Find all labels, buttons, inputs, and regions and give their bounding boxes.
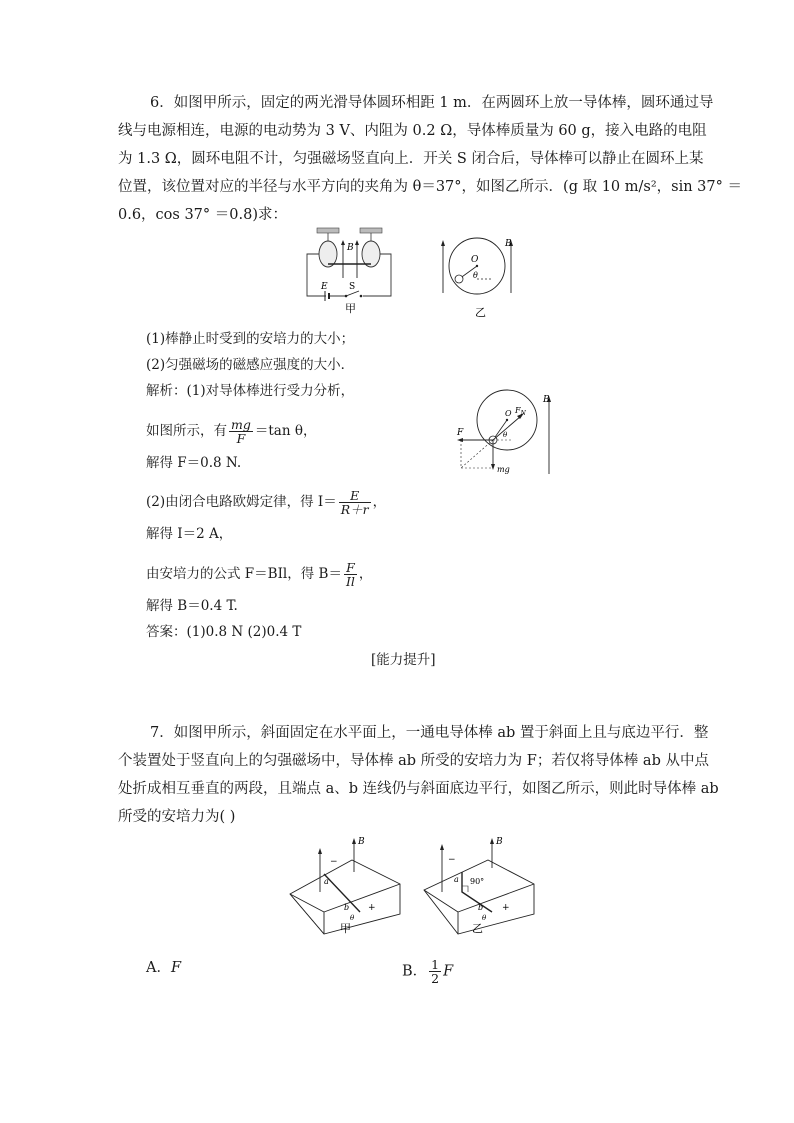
q7-yi-label-theta: θ: [482, 914, 487, 922]
q6-solution-line-4-text: (2)由闭合电路欧姆定律，得 I＝: [146, 494, 337, 510]
q7-jia-label-a: a: [324, 877, 329, 886]
q6-force-label-B: B: [543, 395, 550, 405]
q7-option-A-label: A．: [146, 960, 171, 976]
q7-jia-label-minus: −: [330, 857, 338, 867]
q6-force-label-F: F: [457, 428, 464, 438]
q6-solution-line-5: 解得 I＝2 A，: [146, 526, 233, 542]
q7-yi-label-a: a: [454, 875, 459, 884]
fraction-numerator: 1: [431, 957, 440, 972]
q6-solution-line-7: 解得 B＝0.4 T.: [146, 598, 238, 614]
q6-force-label-mg: mg: [497, 465, 510, 474]
q6-line-2: 线与电源相连，电源的电动势为 3 V、内阻为 0.2 Ω，导体棒质量为 60 g，接入电路的电阻: [118, 123, 707, 139]
q7-line-3: 处折成相互垂直的两段，且端点 a、b 连线仍与斜面底边平行，如图乙所示，则此时导体棒 ab: [118, 781, 719, 797]
q6-solution-line-6-text: 由安培力的公式 F＝BIl，得 B＝: [146, 566, 342, 582]
q6-force-label-FN-subscript: N: [520, 410, 526, 417]
q6-line-3: 为 1.3 Ω，圆环电阻不计，匀强磁场竖直向上．开关 S 闭合后，导体棒可以静止在圆环上某: [118, 151, 704, 167]
q7-jia-label-plus: +: [368, 903, 376, 913]
q7-jia-label-B: B: [358, 837, 365, 847]
q7-option-A: [146, 958, 181, 978]
q6-yi-label-theta: θ: [473, 271, 478, 280]
q6-force-diagram: [453, 388, 563, 478]
q7-yi-label-minus: −: [448, 855, 456, 865]
fraction-numerator: F: [344, 561, 357, 575]
q6-jia-label-B: B: [347, 243, 354, 253]
fraction-denominator: R＋r: [340, 502, 369, 517]
fraction-numerator: E: [339, 489, 371, 503]
q6-solution-line-6-tail: ，: [358, 566, 373, 582]
q6-solution-line-1: 解析：(1)对导体棒进行受力分析，: [146, 383, 355, 399]
q6-force-label-FN-main: F: [515, 406, 521, 415]
q6-solution-line-2-tail: ＝tan θ，: [254, 423, 317, 439]
q7-option-B-fraction: [429, 958, 441, 985]
q6-fraction-mg-over-F: [229, 418, 253, 445]
q7-line-4: 所受的安培力为( ): [118, 809, 236, 825]
q7-jia-label-b: b: [344, 903, 350, 912]
q6-force-label-FN: [514, 406, 527, 417]
q6-answer: 答案：(1)0.8 N (2)0.4 T: [146, 624, 302, 640]
q7-jia-caption: 甲: [340, 922, 351, 935]
q6-figure-jia: [303, 228, 413, 313]
q7-yi-label-90deg: 90°: [470, 877, 485, 886]
q6-sub-question-1: (1)棒静止时受到的安培力的大小；: [146, 331, 355, 347]
fraction-denominator: F: [236, 431, 246, 446]
q6-force-label-theta: θ: [503, 431, 508, 439]
q6-line-1: 6．如图甲所示，固定的两光滑导体圆环相距 1 m．在两圆环上放一导体棒，圆环通过导: [150, 95, 714, 111]
q6-fraction-F-over-Il: [344, 561, 357, 588]
fraction-denominator: Il: [345, 574, 355, 589]
section-heading: [能力提升]: [371, 652, 436, 668]
fraction-denominator: 2: [431, 971, 440, 986]
q6-jia-label-E: E: [321, 282, 328, 292]
q7-option-B: [402, 958, 453, 985]
q7-yi-label-plus: +: [502, 903, 510, 913]
q6-fraction-E-over-Rr: [339, 489, 371, 516]
q7-figure-jia: [288, 832, 408, 937]
q7-jia-label-theta: θ: [350, 914, 355, 922]
q6-force-label-O: O: [505, 409, 512, 418]
q6-solution-line-3: 解得 F＝0.8 N.: [146, 455, 242, 471]
q7-option-A-value: F: [170, 960, 182, 976]
q6-line-4: 位置，该位置对应的半径与水平方向的夹角为 θ＝37°，如图乙所示．(g 取 10 m/s²，sin 37° ＝: [118, 179, 742, 195]
q7-figure-yi: [420, 832, 545, 937]
q6-line-5: 0.6，cos 37° ＝0.8)求：: [118, 207, 287, 223]
q6-yi-caption: 乙: [475, 306, 486, 319]
fraction-numerator: mg: [231, 417, 251, 432]
q7-yi-label-B: B: [496, 837, 503, 847]
q6-sub-question-2: (2)匀强磁场的磁感应强度的大小．: [146, 357, 355, 373]
q6-yi-label-O: O: [471, 255, 479, 265]
q7-yi-label-b: b: [478, 903, 484, 912]
q6-figure-yi: [435, 228, 525, 318]
q6-solution-line-2: [146, 418, 316, 445]
q7-option-B-value: F: [443, 963, 454, 980]
q7-line-1: 7．如图甲所示，斜面固定在水平面上，一通电导体棒 ab 置于斜面上且与底边平行．整: [150, 725, 709, 741]
q7-line-2: 个装置处于竖直向上的匀强磁场中，导体棒 ab 所受的安培力为 F；若仅将导体棒 ab 从中点: [118, 753, 709, 769]
q6-jia-caption: 甲: [345, 302, 356, 315]
q7-yi-caption: 乙: [472, 922, 483, 935]
q6-jia-label-S: S: [349, 282, 356, 292]
q6-solution-line-4-tail: ，: [372, 494, 387, 510]
q6-solution-line-6: [146, 561, 372, 588]
q6-solution-line-4: [146, 489, 386, 516]
q7-option-B-label: B．: [402, 963, 428, 980]
q6-yi-label-B: B: [505, 239, 512, 249]
q6-solution-line-2-text: 如图所示，有: [146, 423, 227, 439]
